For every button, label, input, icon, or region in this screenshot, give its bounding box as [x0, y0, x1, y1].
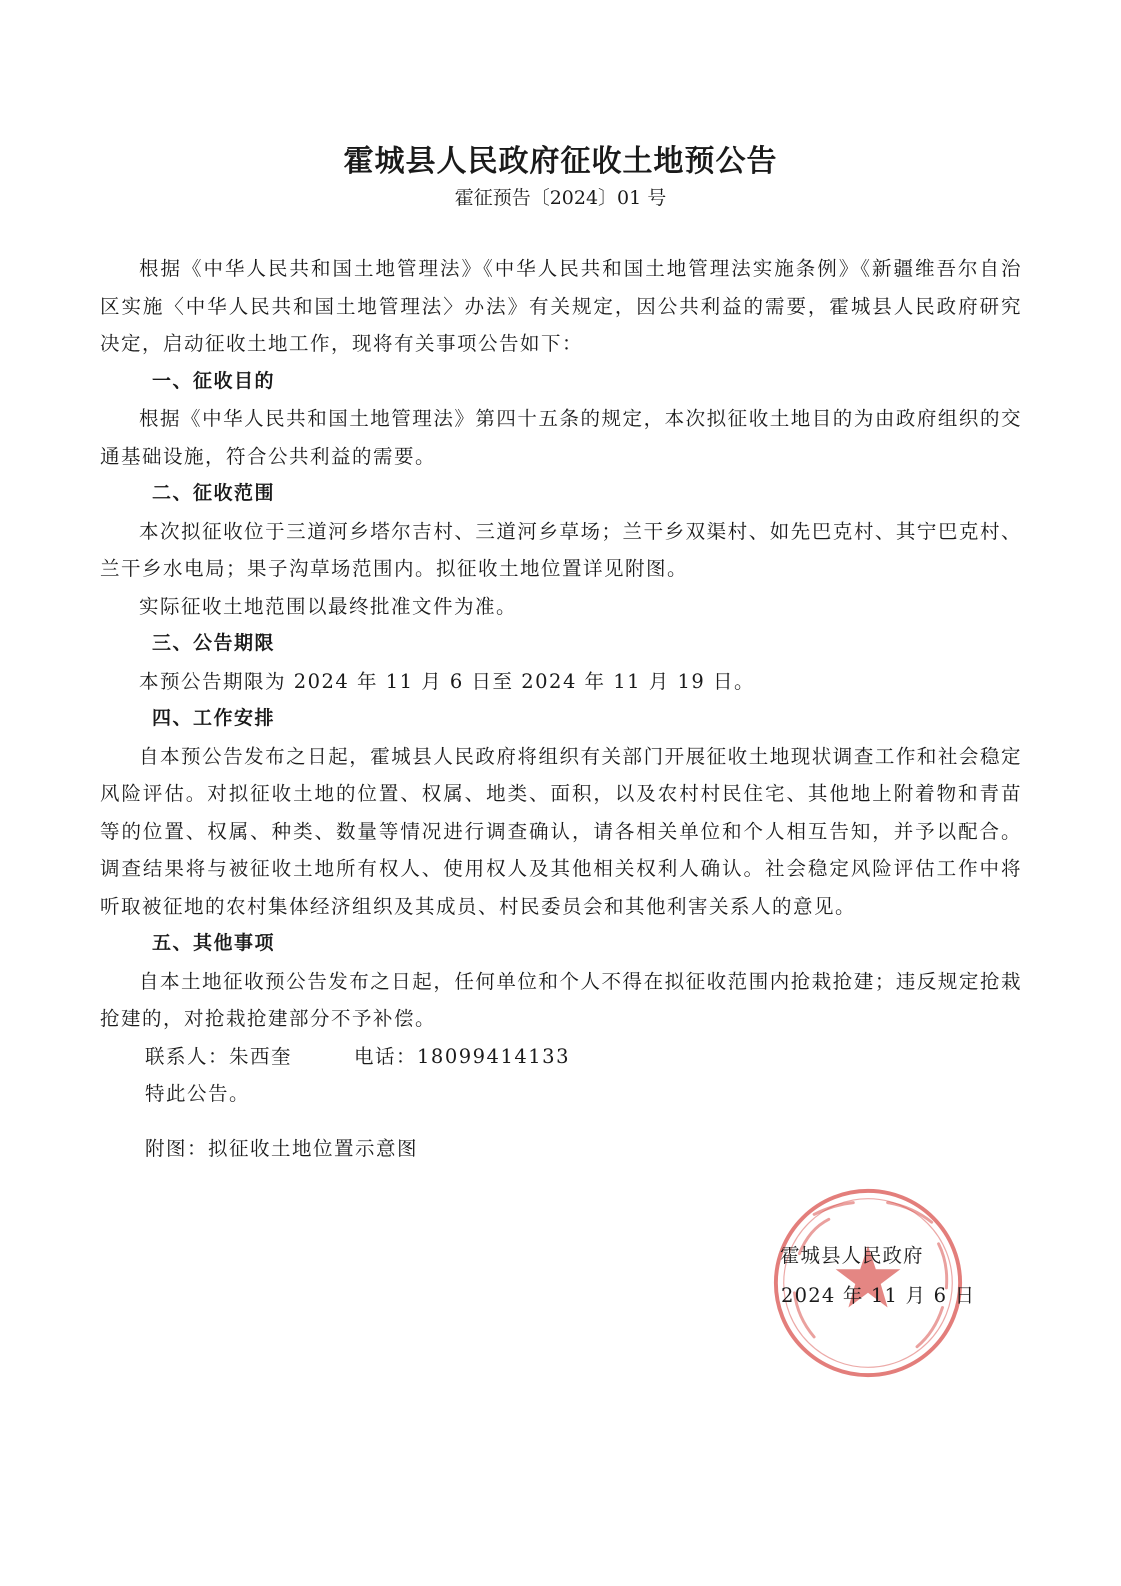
section-paragraph-purpose: 根据《中华人民共和国土地管理法》第四十五条的规定，本次拟征收土地目的为由政府组织的交通基础设施，符合公共利益的需要。: [100, 407, 1022, 468]
closing-text: 特此公告。: [145, 1082, 251, 1105]
section-paragraph-arrangement: 自本预公告发布之日起，霍城县人民政府将组织有关部门开展征收土地现状调查工作和社会稳定风险评估。对拟征收土地的位置、权属、地类、面积，以及农村村民住宅、其他地上附着物和青苗等的位置、权属、种类、数量等情况进行调查确认，请各相关单位和个人相互告知，并予以配合。调查结果将与被征收土地所有权人、使用权人及其他相关权利人确认。社会稳定风险评估工作中将听取被征地的农村集体经济组织及其成员、村民委员会和其他利害关系人的意见。: [100, 744, 1022, 918]
section-heading-period: 三、公告期限: [152, 632, 276, 654]
contact-person: 联系人：朱西奎: [145, 1044, 293, 1068]
section-heading-scope: 二、征收范围: [152, 482, 276, 504]
section-paragraph-scope-note: 实际征收土地范围以最终批准文件为准。: [139, 594, 518, 618]
section-heading-purpose: 一、征收目的: [152, 369, 276, 392]
signature-date: 2024 年 11 月 6 日: [781, 1284, 976, 1307]
section-heading-arrangement: 四、工作安排: [152, 707, 276, 729]
document-title: 霍城县人民政府征收土地预公告: [343, 144, 778, 179]
section-heading-other: 五、其他事项: [152, 932, 276, 954]
contact-line: [100, 1038, 1022, 1076]
signature-organization: 霍城县人民政府: [780, 1244, 924, 1267]
section-paragraph-period: 本预公告期限为 2024 年 11 月 6 日至 2024 年 11 月 19 日。: [139, 669, 755, 693]
section-paragraph-other: 自本土地征收预公告发布之日起，任何单位和个人不得在拟征收范围内抢栽抢建；违反规定抢栽抢建的，对抢栽抢建部分不予补偿。: [100, 969, 1022, 1030]
contact-phone: 电话：18099414133: [354, 1044, 570, 1068]
attachment-note: 附图：拟征收土地位置示意图: [145, 1137, 419, 1160]
intro-paragraph: 根据《中华人民共和国土地管理法》《中华人民共和国土地管理法实施条例》《新疆维吾尔自治区实施〈中华人民共和国土地管理法〉办法》有关规定，因公共利益的需要，霍城县人民政府研究决定，启动征收土地工作，现将有关事项公告如下：: [100, 257, 1022, 355]
document-body: [100, 250, 1022, 1113]
document-number: 霍征预告〔2024〕01 号: [454, 187, 667, 209]
section-paragraph-scope: 本次拟征收位于三道河乡塔尔吉村、三道河乡草场；兰干乡双渠村、如先巴克村、其宁巴克村、兰干乡水电局；果子沟草场范围内。拟征收土地位置详见附图。: [100, 519, 1022, 580]
